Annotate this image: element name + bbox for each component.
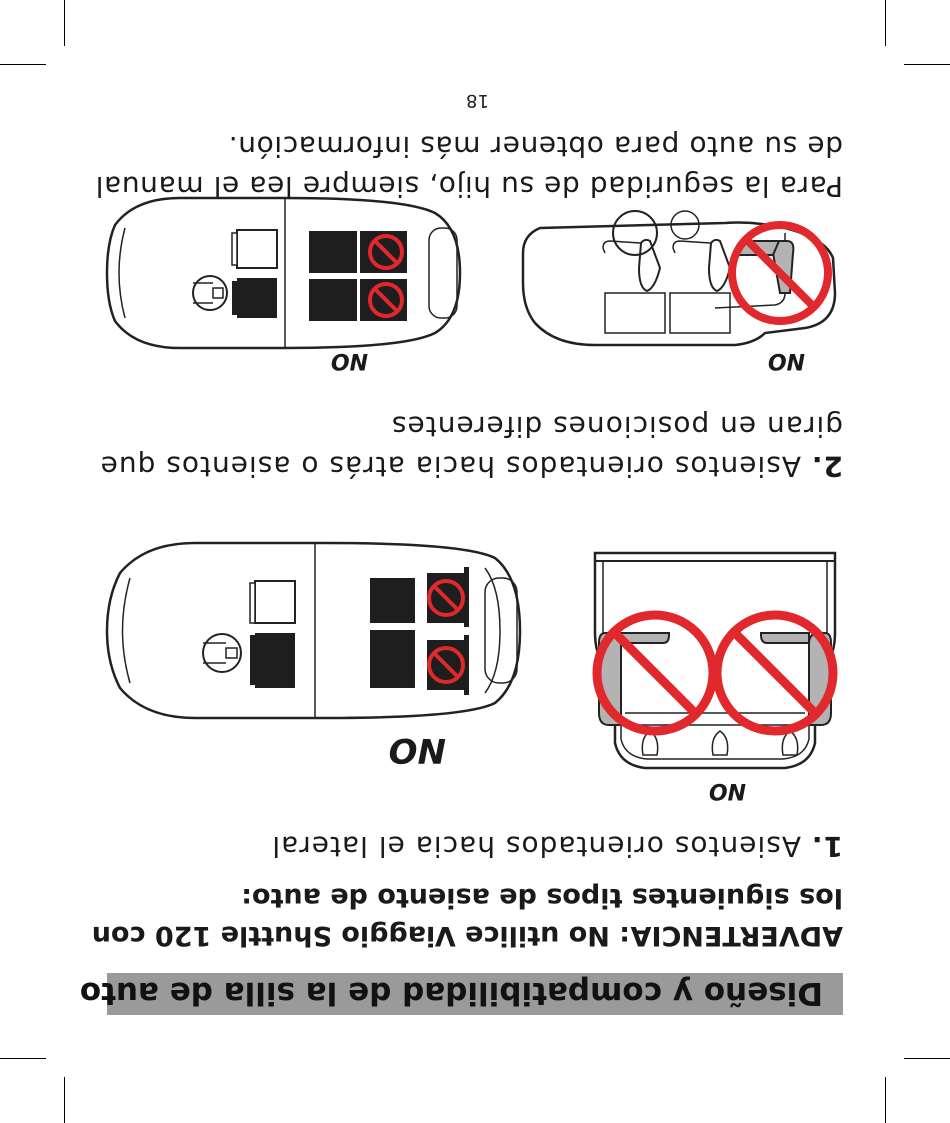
car-rotating-seats-illustration: [105, 193, 465, 353]
item-text: Asientos orientados hacia atrás o asientos que: [99, 450, 801, 483]
no-label: NO: [388, 730, 446, 770]
crop-mark: [885, 0, 886, 46]
no-symbol-icon: [732, 225, 828, 321]
footer-line-1: Para la seguridad de su hijo, siempre lea el manual: [95, 170, 843, 203]
item-text: Asientos orientados hacia el lateral: [271, 830, 801, 863]
crop-mark: [0, 64, 46, 65]
crop-mark: [0, 1058, 46, 1059]
item-number: 1.: [810, 830, 843, 863]
car-topview-illustration: [105, 538, 525, 723]
item-2-line-2: giran en posiciones diferentes: [390, 410, 843, 443]
item-1: [271, 830, 843, 863]
steering-wheel-icon: [193, 276, 227, 310]
van-rear-facing-illustration: [515, 203, 845, 353]
item-number: 2.: [810, 450, 843, 483]
crop-mark: [64, 0, 65, 46]
item-2: [100, 450, 843, 483]
crop-mark: [904, 64, 950, 65]
no-label: NO: [708, 778, 746, 803]
warning-line-2: los siguientes tipos de asiento de auto:: [241, 882, 843, 913]
section-title: Diseño y compatibilidad de la silla de auto: [79, 975, 823, 1011]
section-banner: [79, 973, 843, 1015]
crop-mark: [885, 1077, 886, 1123]
footer-line-2: de su auto para obtener más información.: [228, 130, 843, 163]
no-label: NO: [330, 348, 368, 373]
warning-line-1: ADVERTENCIA: No utilice Viaggio Shuttle 120 con: [91, 920, 843, 951]
steering-wheel-icon: [203, 634, 241, 672]
crop-mark: [64, 1077, 65, 1123]
crop-mark: [904, 1058, 950, 1059]
no-label: NO: [767, 348, 805, 373]
page-number: 18: [466, 90, 489, 111]
van-side-seats-illustration: [585, 543, 845, 783]
